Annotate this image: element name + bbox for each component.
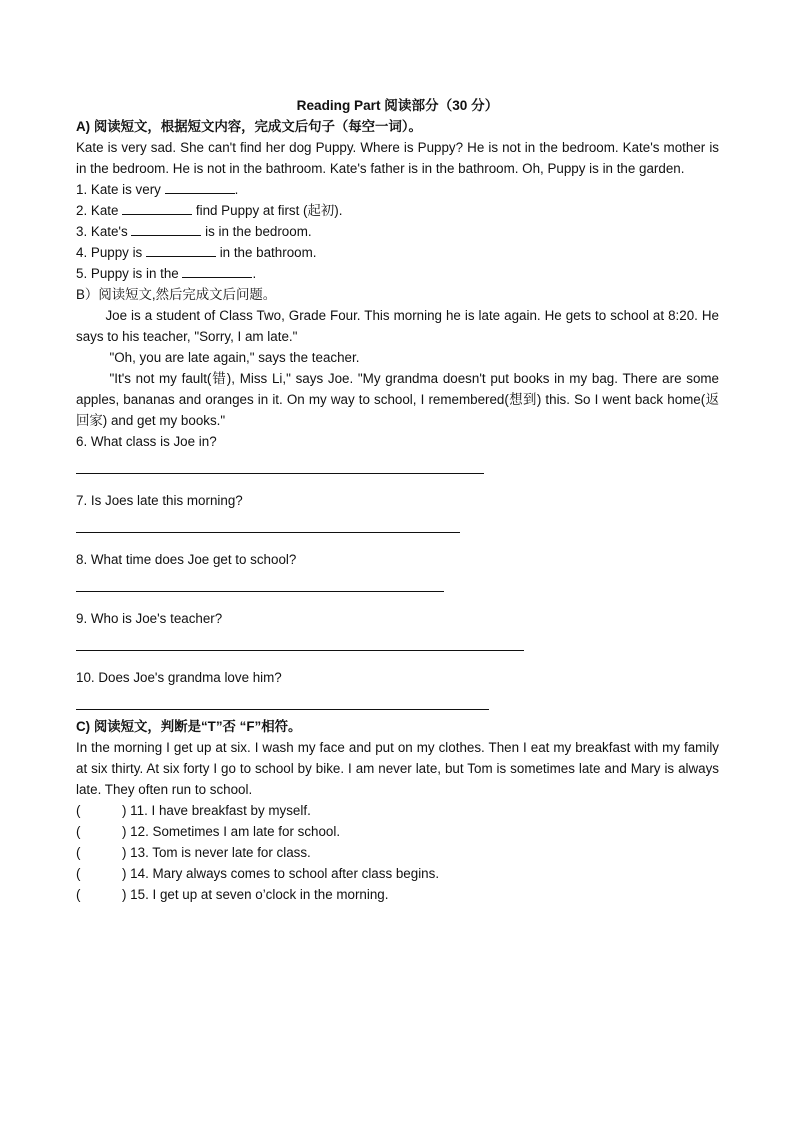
tf-item-13: ( ) 13. Tom is never late for class.	[76, 842, 719, 863]
answer-line-8[interactable]	[76, 571, 444, 592]
section-c-items	[76, 800, 719, 905]
section-b-paragraph-3: "It's not my fault(错), Miss Li," says Joe. "My grandma doesn't put books in my bag. There are some apples, bananas and oranges in it. On my way to school, I remembered(想到) this. So I went back home(返回家) and get my books."	[76, 371, 719, 428]
section-b-questions	[76, 431, 719, 710]
answer-line-6[interactable]	[76, 453, 484, 474]
section-c-heading: C) 阅读短文，判断是“T”否 “F”相符。	[76, 719, 302, 734]
fill-item-3: 3. Kate's is in the bedroom.	[76, 224, 312, 239]
tf-item-15: ( ) 15. I get up at seven o’clock in the morning.	[76, 884, 719, 905]
question-6: 6. What class is Joe in?	[76, 434, 217, 449]
fill-blank-4[interactable]	[146, 244, 216, 257]
worksheet-page	[76, 96, 719, 905]
section-a-heading: A) 阅读短文，根据短文内容，完成文后句子（每空一词）。	[76, 119, 422, 134]
question-9: 9. Who is Joe's teacher?	[76, 611, 223, 626]
fill-blank-5[interactable]	[182, 265, 252, 278]
tf-item-11: ( ) 11. I have breakfast by myself.	[76, 800, 719, 821]
fill-blank-3[interactable]	[131, 223, 201, 236]
page-title: Reading Part 阅读部分（30 分）	[296, 98, 499, 113]
fill-item-5: 5. Puppy is in the .	[76, 266, 257, 281]
tf-item-12: ( ) 12. Sometimes I am late for school.	[76, 821, 719, 842]
fill-item-1: 1. Kate is very .	[76, 182, 239, 197]
tf-item-14: ( ) 14. Mary always comes to school after class begins.	[76, 863, 719, 884]
fill-item-4: 4. Puppy is in the bathroom.	[76, 245, 317, 260]
answer-slot-14[interactable]: (	[76, 866, 81, 881]
answer-slot-11[interactable]: (	[76, 803, 81, 818]
fill-blank-2[interactable]	[122, 202, 192, 215]
answer-slot-15[interactable]: (	[76, 887, 81, 902]
section-b-paragraph-2: "Oh, you are late again," says the teacher.	[109, 350, 360, 365]
answer-slot-13[interactable]: (	[76, 845, 81, 860]
fill-blank-1[interactable]	[165, 181, 235, 194]
section-a-items	[76, 179, 719, 284]
answer-slot-12[interactable]: (	[76, 824, 81, 839]
section-b-heading: B）阅读短文,然后完成文后问题。	[76, 287, 277, 302]
fill-item-2: 2. Kate find Puppy at first (起初).	[76, 203, 343, 218]
question-10: 10. Does Joe's grandma love him?	[76, 670, 282, 685]
answer-line-10[interactable]	[76, 689, 489, 710]
question-7: 7. Is Joes late this morning?	[76, 493, 243, 508]
section-c-passage: In the morning I get up at six. I wash my face and put on my clothes. Then I eat my breakfast with my family at six thirty. At six forty I go to school by bike. I am never late, but Tom is sometimes late and Mary is always late. They often run to school.	[76, 740, 719, 797]
section-a-passage: Kate is very sad. She can't find her dog Puppy. Where is Puppy? He is not in the bedroom. Kate's mother is in the bedroom. He is not in the bathroom. Kate's father is in the bathroom. Oh, Puppy is in the garden.	[76, 140, 719, 176]
section-b-paragraph-1: Joe is a student of Class Two, Grade Four. This morning he is late again. He gets to school at 8:20. He says to his teacher, "Sorry, I am late."	[76, 308, 719, 344]
answer-line-9[interactable]	[76, 630, 524, 651]
question-8: 8. What time does Joe get to school?	[76, 552, 297, 567]
answer-line-7[interactable]	[76, 512, 460, 533]
